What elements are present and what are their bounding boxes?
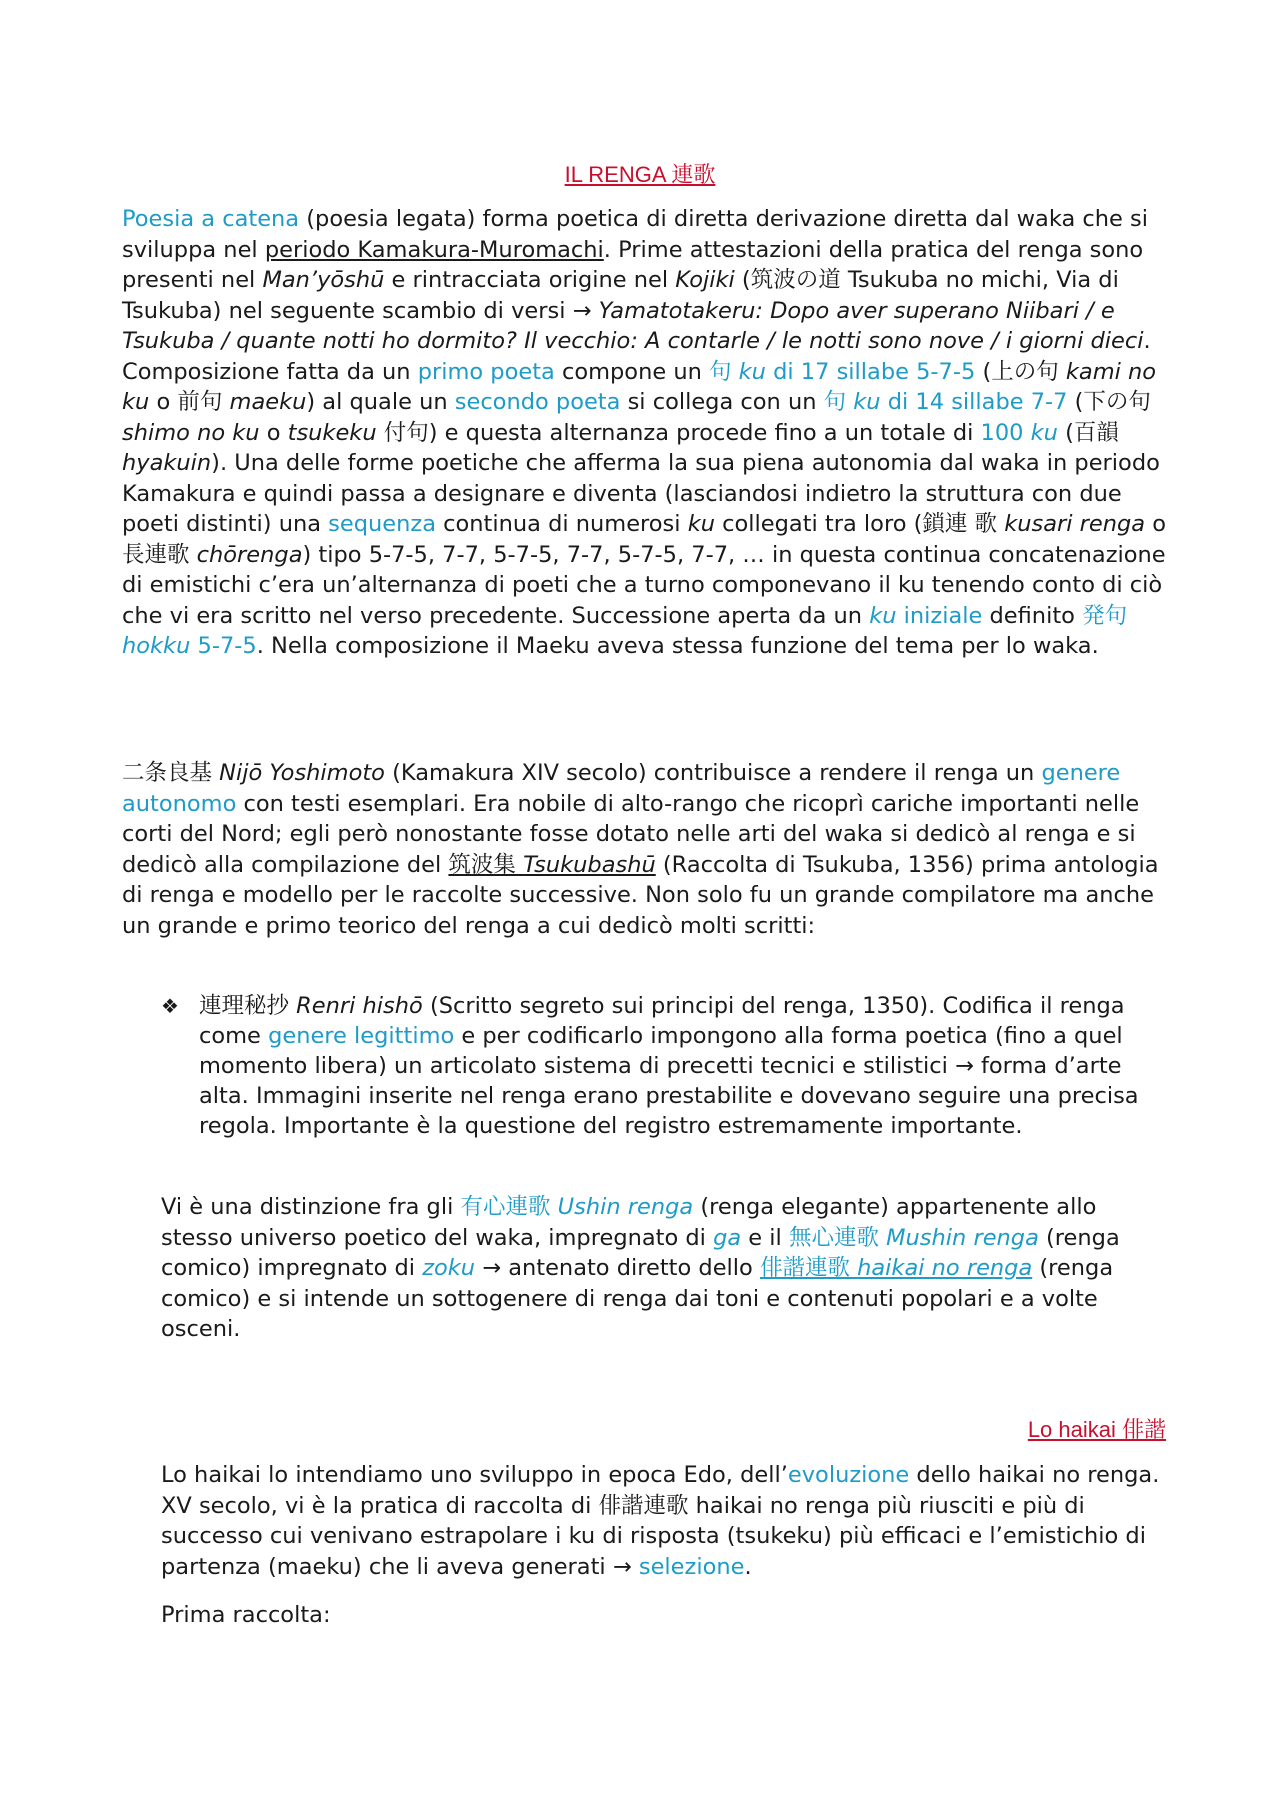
text: (上の句 [975, 358, 1066, 385]
quote: Yamatotakeru: Dopo aver superano Niibari / e Tsukuba / quante notti ho dormito? Il vecchio: A contarle / le notti sono nove / i giorni dieci [122, 297, 1144, 354]
term-romaji: kami no ku [122, 358, 1157, 415]
text: (百韻 [1057, 419, 1119, 446]
text: (下の句 [1067, 389, 1151, 415]
term: Poesia a catena [122, 206, 300, 232]
term-romaji: chōrenga [196, 541, 303, 568]
text: dello haikai no renga. XV secolo, vi è la pratica di raccolta di 俳諧連歌 haikai no renga più riusciti e più di successo cui venivano estrapolare i ku di risposta (tsukeku) più efficaci e l’emistichio di partenza (maeku) che li aveva generati → [161, 1462, 1160, 1580]
text: o 前句 [149, 389, 230, 415]
text: o 長連歌 [122, 511, 1167, 568]
paragraph-intro [122, 204, 1172, 662]
term-period: periodo Kamakura-Muromachi [264, 236, 604, 263]
term: selezione [638, 1553, 745, 1580]
paragraph-haikai [161, 1460, 1171, 1582]
text: (Kamakura XIV secolo) contribuisce a rendere il renga un [384, 760, 1042, 786]
text: definito [982, 602, 1083, 629]
section-heading: Lo haikai 俳諧 [1027, 1417, 1166, 1442]
text: 付句) e questa alternanza procede fino a un totale di [376, 419, 981, 446]
text: → antenato diretto dello [475, 1255, 760, 1281]
term-link: 俳諧連歌 haikai no renga [759, 1255, 1033, 1281]
text: . Prime attestazioni della pratica del renga sono presenti nel [122, 236, 1144, 293]
term-romaji: ku [687, 511, 715, 537]
text: 二条良基 [122, 760, 220, 786]
term-romaji: shimo no ku [122, 419, 260, 446]
bullet-icon: ❖ [161, 994, 179, 1018]
term: genere autonomo [122, 760, 1121, 817]
text: si collega con un [620, 389, 824, 415]
paragraph-distinction [161, 1192, 1171, 1345]
term: 発句 hokku 5-7-5 [122, 602, 1128, 659]
text: Lo haikai lo intendiamo uno sviluppo in epoca Edo, dell’ [161, 1462, 788, 1488]
term-romaji: hyakuin [122, 450, 212, 476]
term: 句 ku di 14 sillabe 7-7 [823, 389, 1068, 415]
term: 有心連歌 Ushin renga [460, 1194, 694, 1220]
text: (Raccolta di Tsukuba, 1356) prima antologia di renga e modello per le raccolte successive. Non solo fu un grande compilatore ma anche un grande e primo teorico del renga a cui dedicò molti scritti: [122, 851, 1159, 939]
term: secondo poeta [454, 389, 621, 415]
title-ref: Man’yōshū [262, 267, 385, 293]
text: Vi è una distinzione fra gli [161, 1194, 461, 1220]
text: ) tipo 5-7-5, 7-7, 5-7-5, 7-7, 5-7-5, 7-7, … in questa continua concatenazione di emistichi c’era un’alternanza di poeti che a turno componevano il ku tenendo conto di ciò che vi era scritto nel verso precedente. Successione aperta da un [122, 541, 1166, 629]
paragraph-first-collection: Prima raccolta: [161, 1602, 331, 1628]
text: compone un [554, 358, 709, 385]
term: 無心連歌 Mushin renga [788, 1224, 1039, 1251]
term: zoku [422, 1255, 476, 1281]
term-romaji: maeku [229, 389, 307, 415]
term-romaji: kusari renga [1004, 511, 1146, 537]
term: primo poeta [417, 358, 555, 385]
term: ga [713, 1224, 742, 1251]
paragraph-yoshimoto [122, 758, 1172, 941]
title-ref: 筑波集 Tsukubashū [448, 851, 656, 878]
text: (poesia legata) forma poetica di diretta derivazione diretta dal waka che si sviluppa nel [122, 206, 1148, 263]
text: ). Una delle forme poetiche che afferma la sua piena autonomia dal waka in periodo Kamakura e quindi passa a designare e diventa (lasciandosi indietro la struttura con due poeti distinti) una [122, 450, 1160, 537]
page-title: IL RENGA 連歌 [564, 162, 716, 187]
text: collegati tra loro (鎖連 歌 [714, 511, 1005, 537]
term-romaji: tsukeku [287, 419, 377, 446]
term: 句 ku di 17 sillabe 5-7-5 [709, 358, 976, 385]
term: ku iniziale [869, 602, 983, 629]
term: 100 ku [980, 419, 1058, 446]
text: ) al quale un [306, 389, 455, 415]
text: continua di numerosi [435, 511, 688, 537]
person-name: Nijō Yoshimoto [219, 760, 385, 786]
text: (renga comico) impregnato di [161, 1224, 1120, 1281]
text: . Composizione fatta da un [122, 328, 1151, 385]
text: e rintracciata origine nel [384, 267, 676, 293]
text: (renga elegante) appartenente allo stesso universo poetico del waka, impregnato di [161, 1194, 1097, 1251]
term: evoluzione [787, 1462, 910, 1488]
text: con testi esemplari. Era nobile di alto-rango che ricoprì cariche importanti nelle corti del Nord; egli però nonostante fosse dotato nelle arti del waka si dedicò al renga e si dedicò alla compilazione del [122, 790, 1140, 878]
text: . [744, 1553, 752, 1580]
title-ref: Kojiki [675, 267, 735, 293]
text: (renga comico) e si intende un sottogenere di renga dai toni e contenuti popolari e a volte osceni. [161, 1255, 1114, 1342]
text: e il [741, 1224, 789, 1251]
text: o [259, 419, 288, 446]
text: (筑波の道 Tsukuba no michi, Via di Tsukuba) nel seguente scambio di versi → [122, 267, 1119, 324]
bullet-text: 連理秘抄 Renri hishō (Scritto segreto sui principi del renga, 1350). Codifica il renga come genere legittimo e per codificarlo impongono alla forma poetica (fino a quel momento libera) un articolato sistema di precetti tecnici e stilistici → forma d’arte alta. Immagini inserite nel renga erano prestabilite e dovevano seguire una precisa regola. Importante è la questione del registro estremamente importante. [199, 993, 1139, 1139]
term: sequenza [328, 511, 436, 537]
text: . Nella composizione il Maeku aveva stessa funzione del tema per lo waka. [256, 633, 1099, 659]
